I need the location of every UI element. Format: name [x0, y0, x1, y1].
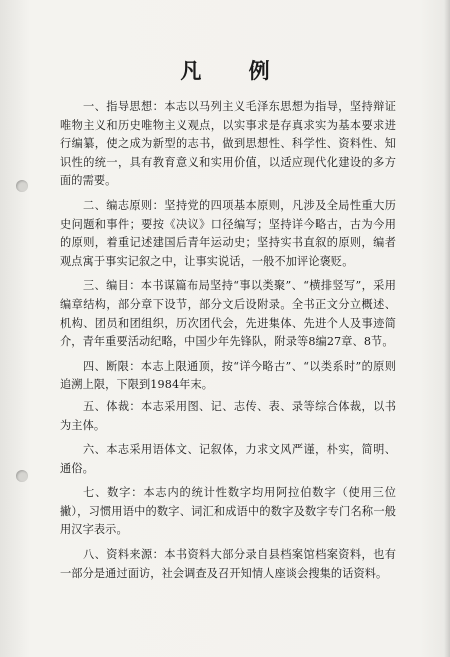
body-text — [60, 98, 396, 589]
scan-shadow-edge — [444, 0, 450, 657]
binding-hole — [16, 180, 28, 192]
paragraph-compilation-principles: 二、编志原则：坚持党的四项基本原则，凡涉及全局性重大历史问题和事件；要按《决议》口径编写；坚持详今略古，古为今用的原则，着重记述建国后青年运动史；坚持实书直叙的原则，编者观点寓于事实记叙之中，让事实说话，一般不加评论褒贬。 — [60, 198, 396, 268]
binding-hole — [16, 470, 28, 482]
paragraph-structure: 三、编目：本书谋篇布局坚持“事以类聚”、“横排竖写”，采用编章结构，部分章下设节，部分文后设附录。全书正文分立概述、机构、团员和团组织，历次团代会，先进集体、先进个人及事迹简介，青年重要活动纪略，中国少年先锋队，附录等8编27章、8节。 — [60, 279, 396, 349]
paragraph-writing-style: 六、本志采用语体文、记叙体，力求文风严谨，朴实，简明、通俗。 — [60, 443, 396, 475]
page-title: 凡 例 — [180, 58, 290, 83]
paragraph-numbers: 七、数字：本志内的统计性数字均用阿拉伯数字（使用三位撇），习惯用语中的数字、词汇和成语中的数字及数字专门名称一般用汉字表示。 — [60, 486, 396, 537]
paragraph-guiding-ideology: 一、指导思想：本志以马列主义毛泽东思想为指导，坚持辩证唯物主义和历史唯物主义观点，以实事求是存真求实为基本要求进行编纂，使之成为新型的志书，做到思想性、科学性、资料性、知识性的统一，具有教育意义和实用价值，以适应现代化建设的多方面的需要。 — [60, 100, 396, 188]
paragraph-sources: 八、资料来源：本书资料大部分录自县档案馆档案资料，也有一部分是通过面访，社会调查及召开知情人座谈会搜集的话资料。 — [60, 548, 396, 580]
paragraph-time-limits: 四、断限：本志上限通顶，按“详今略古”、“以类系时”的原则追溯上限，下限到1984年末。 — [60, 359, 396, 392]
paragraph-genre: 五、体裁：本志采用图、记、志传、表、录等综合体裁，以书为主体。 — [60, 399, 396, 432]
